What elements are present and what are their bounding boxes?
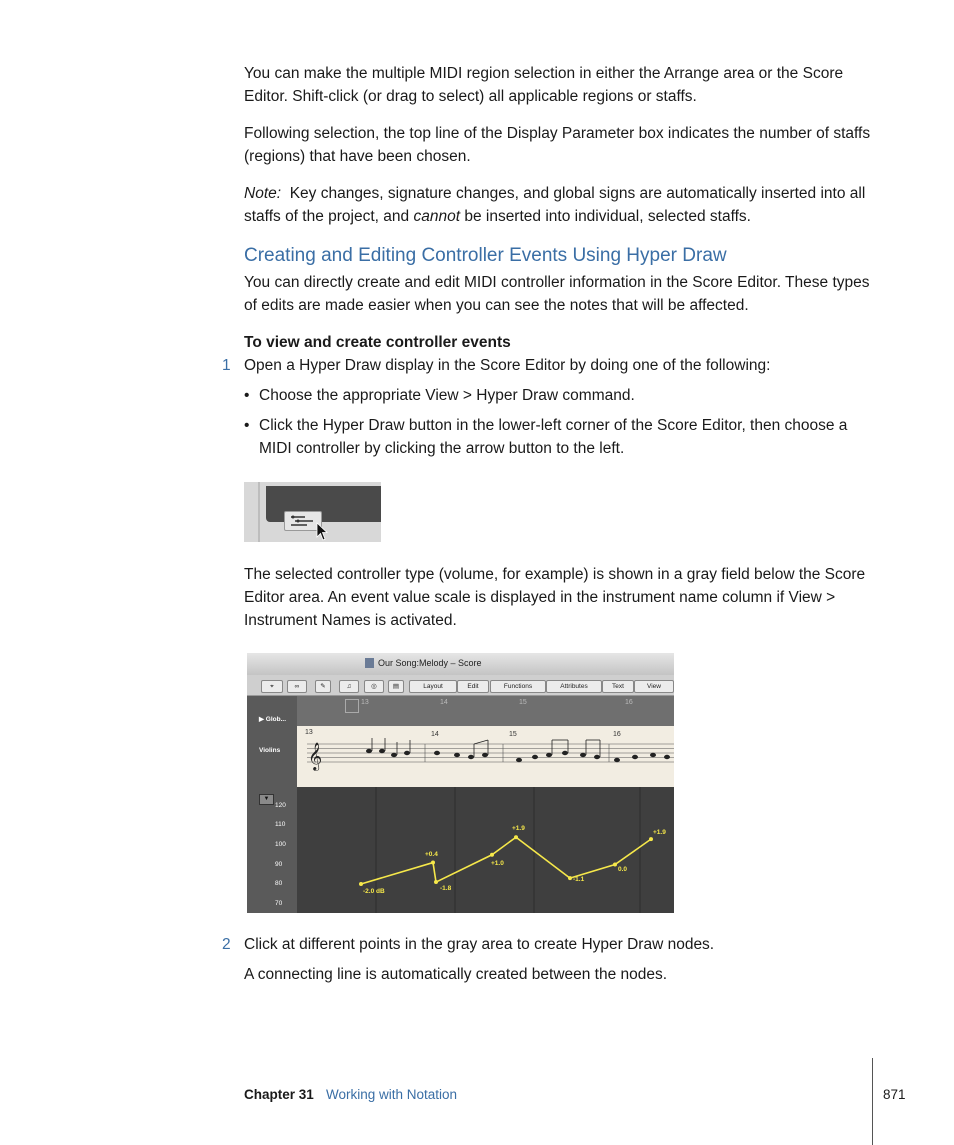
menu-edit[interactable]: Edit [457,680,489,693]
section-intro: You can directly create and edit MIDI controller information in the Score Editor. These types of edits are made easier when you can see the notes that will be affected. [244,274,870,314]
tool-button[interactable]: ✎ [315,680,331,693]
playhead-box [345,699,359,713]
footer-rule [872,1058,873,1145]
task-title: To view and create controller events [244,334,511,351]
menu-view[interactable]: View [634,680,674,693]
hyper-draw-node[interactable] [613,863,617,867]
track-name: Violins [259,747,281,754]
bar-number: 14 [431,731,439,738]
bar-number: 16 [613,731,621,738]
note-text-a: Key changes, signature changes, and global signs are automatically inserted into all staffs of the project, and [244,185,866,225]
node-value-label: -1.8 [440,885,452,893]
bullet-marker: • [244,387,250,404]
mouse-pointer-icon [316,522,330,542]
hyper-draw-graph[interactable] [297,787,674,913]
document-icon [365,658,374,668]
step-number-1: 1 [222,357,231,374]
bar-number: 13 [305,729,313,736]
hyper-draw-node[interactable] [514,835,518,839]
node-value-label: +1.9 [512,825,525,833]
paragraph-display-parameter: Following selection, the top line of the Display Parameter box indicates the number of staffs (regions) that have been chosen. [244,125,871,165]
hyper-draw-node[interactable] [568,876,572,880]
window-frame [258,482,260,542]
scale-tick: 120 [275,802,286,809]
instrument-name-column [247,696,297,913]
note-text-b: be inserted into individual, selected staffs. [464,208,751,225]
scale-tick: 100 [275,841,286,848]
treble-clef-icon: 𝄞 [308,742,323,770]
hyper-draw-node[interactable] [490,853,494,857]
hyper-draw-node[interactable] [359,882,363,886]
node-value-label: -1.1 [573,876,585,884]
bar-number: 16 [625,699,633,706]
hyper-draw-area[interactable] [297,787,674,913]
global-track-label[interactable]: ▶ Glob... [259,716,287,723]
node-value-label: +1.9 [653,829,666,837]
step-1: Open a Hyper Draw display in the Score Editor by doing one of the following: [244,357,771,374]
midi-button[interactable]: ◎ [364,680,384,693]
footer-chapter-title[interactable]: Working with Notation [326,1087,458,1102]
bullet-2: Click the Hyper Draw button in the lower-left corner of the Score Editor, then choose a MIDI controller by clicking the arrow button to the left. [259,417,848,457]
hyper-draw-button-screenshot [244,482,381,542]
menu-text[interactable]: Text [602,680,634,693]
page-number: 871 [883,1087,906,1102]
scale-tick: 90 [275,861,283,868]
note-paragraph [244,182,884,228]
list-button[interactable]: ▤ [388,680,404,693]
note-label: Note: [244,185,282,202]
footer-chapter: Chapter 31 [244,1087,314,1102]
controller-arrow-button[interactable]: ▼ [259,794,274,805]
chain-button[interactable]: ∞ [287,680,307,693]
scale-tick: 70 [275,900,283,907]
catch-button[interactable]: ♫ [339,680,359,693]
bullet-marker: • [244,417,250,434]
hyper-draw-node[interactable] [649,837,653,841]
bar-number: 13 [361,699,369,706]
menu-functions[interactable]: Functions [490,680,546,693]
link-button[interactable]: ⌖ [261,680,283,693]
note-emphasis: cannot [413,208,461,225]
bullet-1: Choose the appropriate View > Hyper Draw command. [259,387,635,404]
node-value-label: 0.0 [618,865,628,873]
staff-notation [297,726,674,787]
score-toolbar [247,675,674,696]
scale-tick: 110 [275,821,286,828]
paragraph-controller-type: The selected controller type (volume, for example) is shown in a gray field below the Score Editor area. An event value scale is displayed in the instrument name column if View > Instrument Names is activated. [244,566,866,629]
score-editor-screenshot [247,653,674,913]
hyper-draw-node[interactable] [434,880,438,884]
bar-number: 14 [440,699,448,706]
section-heading: Creating and Editing Controller Events Using Hyper Draw [244,245,727,266]
node-value-label: +1.0 [491,859,504,867]
scale-tick: 80 [275,880,283,887]
menu-attributes[interactable]: Attributes [546,680,602,693]
window-titlebar [247,653,674,675]
window-title: Our Song:Melody – Score [378,658,482,668]
paragraph-selection: You can make the multiple MIDI region selection in either the Arrange area or the Score Editor. Shift-click (or drag to select) all applicable regions or staffs. [244,65,844,105]
step-2: Click at different points in the gray area to create Hyper Draw nodes. [244,936,715,953]
node-value-label: -2.0 dB [363,888,385,895]
score-staff [297,726,674,787]
step-number-2: 2 [222,936,231,953]
controller-line [361,837,651,884]
hyper-draw-node[interactable] [431,861,435,865]
global-row [297,696,674,726]
node-value-label: +0.4 [425,850,438,858]
menu-layout[interactable]: Layout [409,680,457,693]
step-2-result: A connecting line is automatically created between the nodes. [244,966,668,983]
bar-number: 15 [509,731,517,738]
bar-number: 15 [519,699,527,706]
